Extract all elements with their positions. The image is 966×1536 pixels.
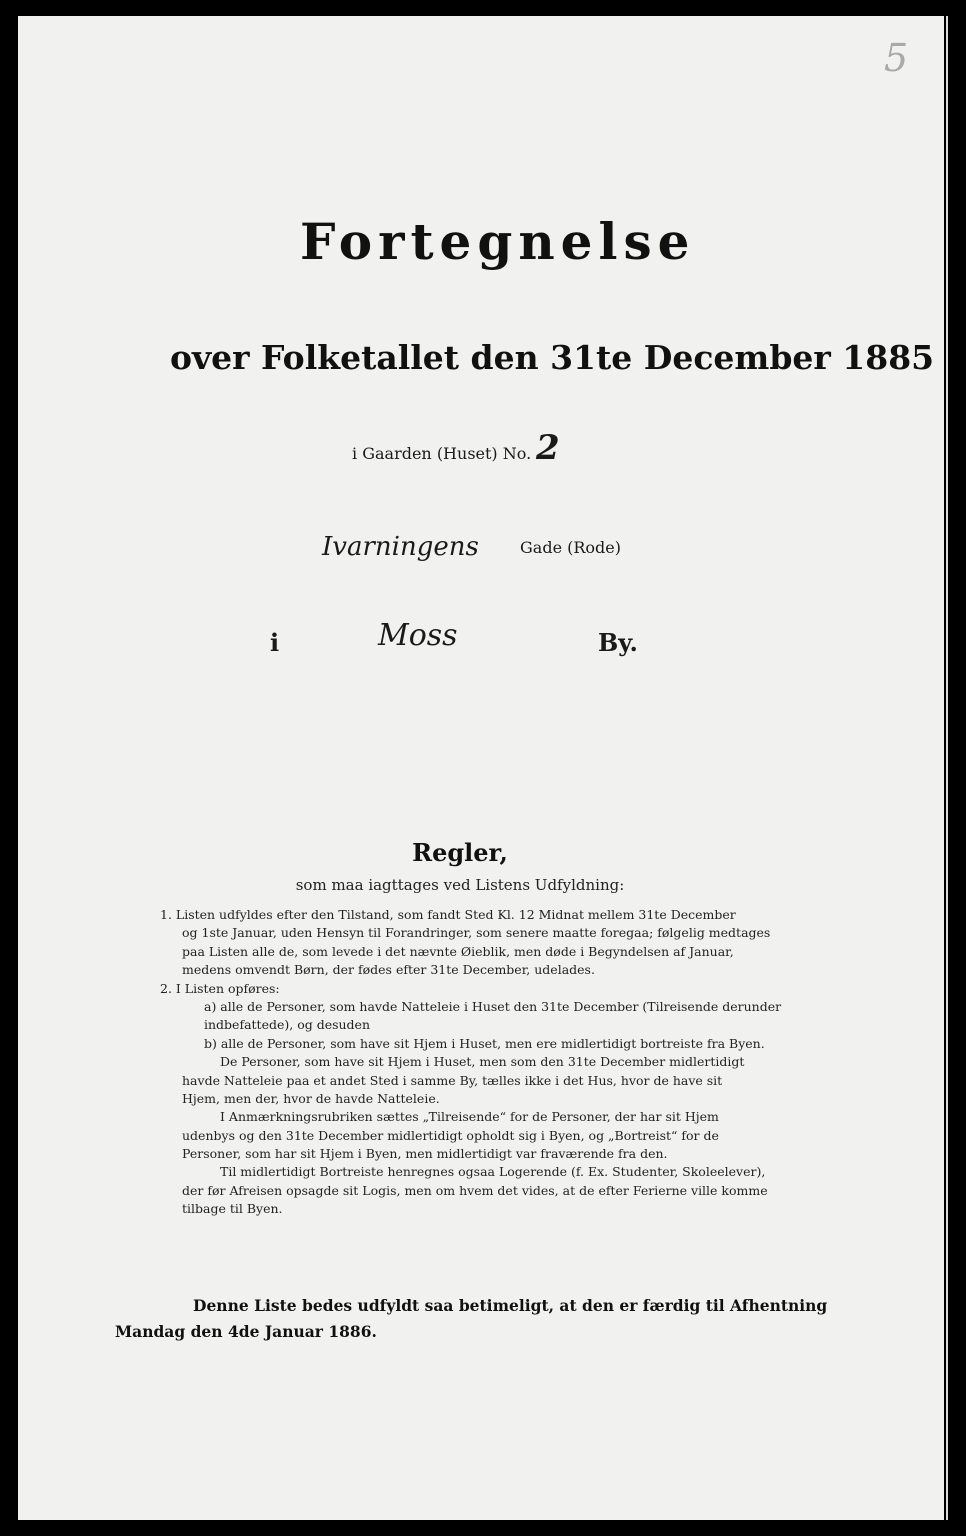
rule-line: b) alle de Personer, som have sit Hjem i Huset, men ere midlertidigt bortreiste fra Byen. (204, 1035, 765, 1051)
gade-label: Gade (Rode) (520, 538, 621, 557)
rule-line: Til midlertidigt Bortreiste henregnes ogsaa Logerende (f. Ex. Studenter, Skoleelever), (220, 1164, 766, 1180)
rule-line: tilbage til Byen. (182, 1201, 283, 1217)
rule-line: I Anmærkningsrubriken sættes „Tilreisende“ for de Personer, der har sit Hjem (220, 1109, 719, 1125)
rule-line: indbefattede), og desuden (204, 1017, 371, 1033)
rule-line: der før Afreisen opsagde sit Logis, men om hvem det vides, at de efter Ferierne ville komme (182, 1182, 768, 1198)
rule-line: paa Listen alle de, som levede i det nævnte Øieblik, men døde i Begyndelsen af Januar, (182, 943, 734, 959)
gade-handwritten: Ivarningens (322, 532, 479, 562)
rule-line: Hjem, men der, hvor de havde Natteleie. (182, 1090, 440, 1106)
gaarden-label: i Gaarden (Huset) No. (352, 444, 532, 463)
by-handwritten: Moss (378, 618, 458, 653)
by-label: By. (598, 628, 638, 657)
rule-line: havde Natteleie paa et andet Sted i samme By, tælles ikke i det Hus, hvor de have sit (182, 1072, 723, 1088)
footer-line-2: Mandag den 4de Januar 1886. (115, 1322, 377, 1341)
by-prefix: i (270, 628, 280, 657)
rule-line: De Personer, som have sit Hjem i Huset, men som den 31te December midlertidigt (220, 1054, 745, 1070)
rule-line: Personer, som har sit Hjem i Byen, men midlertidigt var fraværende fra den. (182, 1146, 668, 1162)
gaarden-number: 2 (536, 428, 560, 468)
rules-list (160, 906, 800, 1219)
rule-line: og 1ste Januar, uden Hensyn til Forandringer, som senere maatte foregaa; følgelig medtages (182, 925, 771, 941)
footer-line-1: Denne Liste bedes udfyldt saa betimeligt, at den er færdig til Afhentning (193, 1296, 828, 1315)
document-title: Fortegnelse (300, 212, 696, 271)
rule-line: a) alle de Personer, som havde Natteleie i Huset den 31te December (Tilreisende derunder (204, 998, 782, 1014)
rules-title: Regler, (412, 838, 508, 867)
footer-note (115, 1293, 828, 1345)
rule-line: udenbys og den 31te December midlertidigt opholdt sig i Byen, og „Bortreist“ for de (182, 1127, 719, 1143)
paper-edge-line (946, 16, 948, 1520)
rule-line: 2. I Listen opføres: (160, 980, 280, 996)
rule-line: medens omvendt Børn, der fødes efter 31te December, udelades. (182, 962, 595, 978)
rule-line: 1. Listen udfyldes efter den Tilstand, som fandt Sted Kl. 12 Midnat mellem 31te December (160, 907, 736, 922)
page-number: 5 (884, 36, 909, 80)
rules-subtitle: som maa iagttages ved Listens Udfyldning: (295, 876, 625, 894)
document-subtitle: over Folketallet den 31te December 1885 (170, 338, 935, 377)
